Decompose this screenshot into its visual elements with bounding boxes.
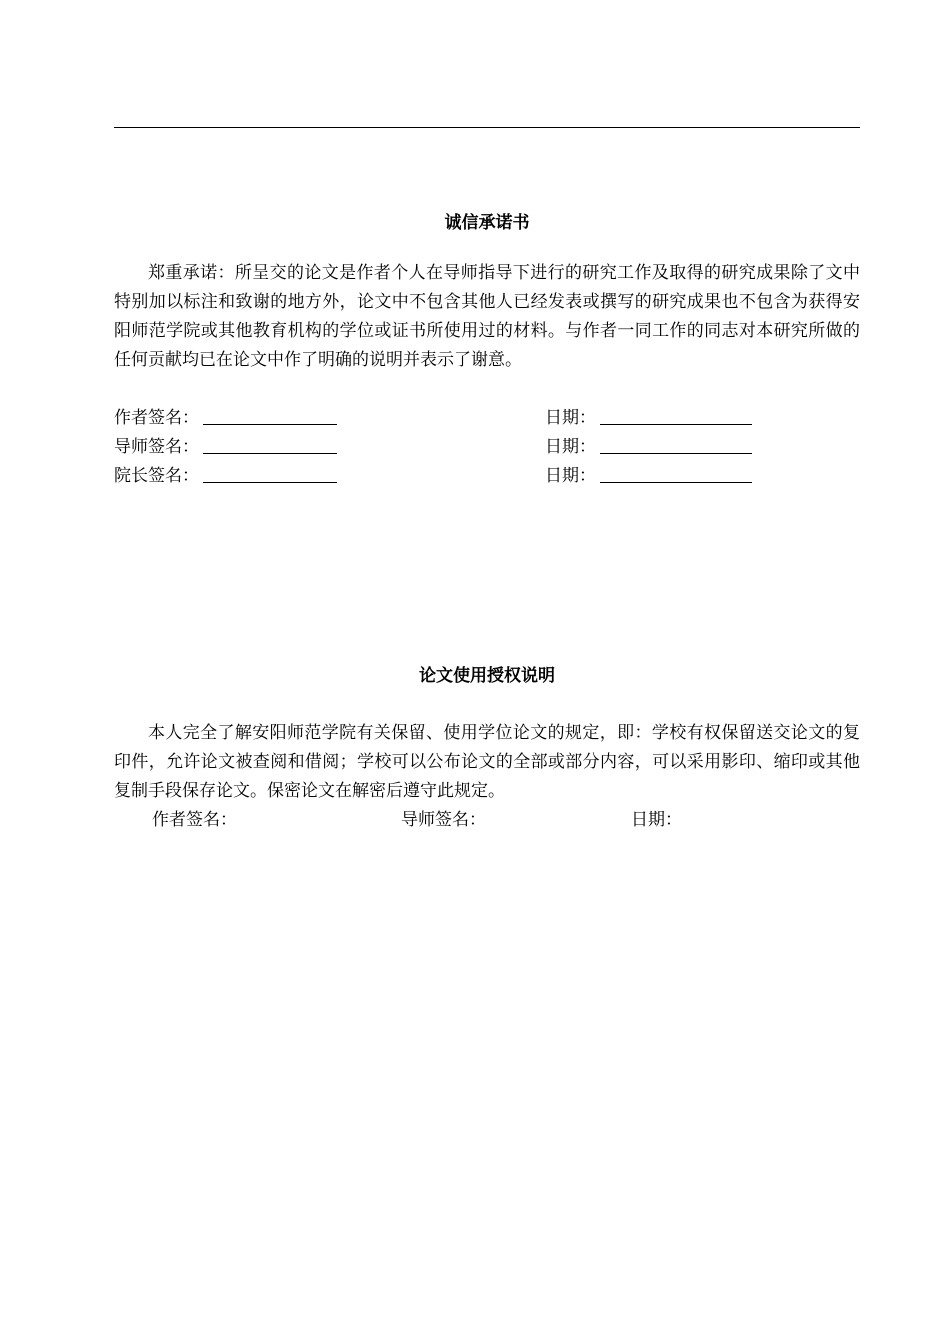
- author-signature-field: [114, 406, 337, 430]
- advisor-signature-line: [203, 435, 337, 454]
- dean-signature-line: [203, 464, 337, 483]
- author-date-label: 日期：: [545, 408, 596, 428]
- advisor-date-field: [545, 435, 752, 459]
- authorization-advisor-sign-label: 导师签名：: [401, 810, 486, 830]
- signature-row-dean: [114, 464, 860, 488]
- author-date-field: [545, 406, 752, 430]
- author-signature-line: [203, 406, 337, 425]
- advisor-signature-field: [114, 435, 337, 459]
- dean-date-field: [545, 464, 752, 488]
- dean-signature-label: 院长签名：: [114, 466, 199, 486]
- authorization-title: 论文使用授权说明: [419, 666, 555, 686]
- integrity-title: 诚信承诺书: [444, 213, 530, 233]
- author-date-line: [600, 406, 752, 425]
- authorization-body: 本人完全了解安阳师范学院有关保留、使用学位论文的规定，即：学校有权保留送交论文的复印件，允许论文被查阅和借阅；学校可以公布论文的全部或部分内容，可以采用影印、缩印或其他复制手段保存论文。保密论文在解密后遵守此规定。: [114, 723, 860, 801]
- header-rule: [114, 127, 860, 128]
- dean-date-line: [600, 464, 752, 483]
- author-signature-label: 作者签名：: [114, 408, 199, 428]
- authorization-signature-row: [0, 808, 950, 832]
- advisor-date-label: 日期：: [545, 437, 596, 457]
- dean-signature-field: [114, 464, 337, 488]
- signature-row-advisor: [114, 435, 860, 459]
- advisor-date-line: [600, 435, 752, 454]
- authorization-date-label: 日期：: [631, 810, 682, 830]
- dean-date-label: 日期：: [545, 466, 596, 486]
- signature-row-author: [114, 406, 860, 430]
- advisor-signature-label: 导师签名：: [114, 437, 199, 457]
- authorization-author-sign-label: 作者签名：: [152, 810, 237, 830]
- integrity-body: 郑重承诺：所呈交的论文是作者个人在导师指导下进行的研究工作及取得的研究成果除了文中特别加以标注和致谢的地方外，论文中不包含其他人已经发表或撰写的研究成果也不包含为获得安阳师范学院或其他教育机构的学位或证书所使用过的材料。与作者一同工作的同志对本研究所做的任何贡献均已在论文中作了明确的说明并表示了谢意。: [114, 263, 860, 370]
